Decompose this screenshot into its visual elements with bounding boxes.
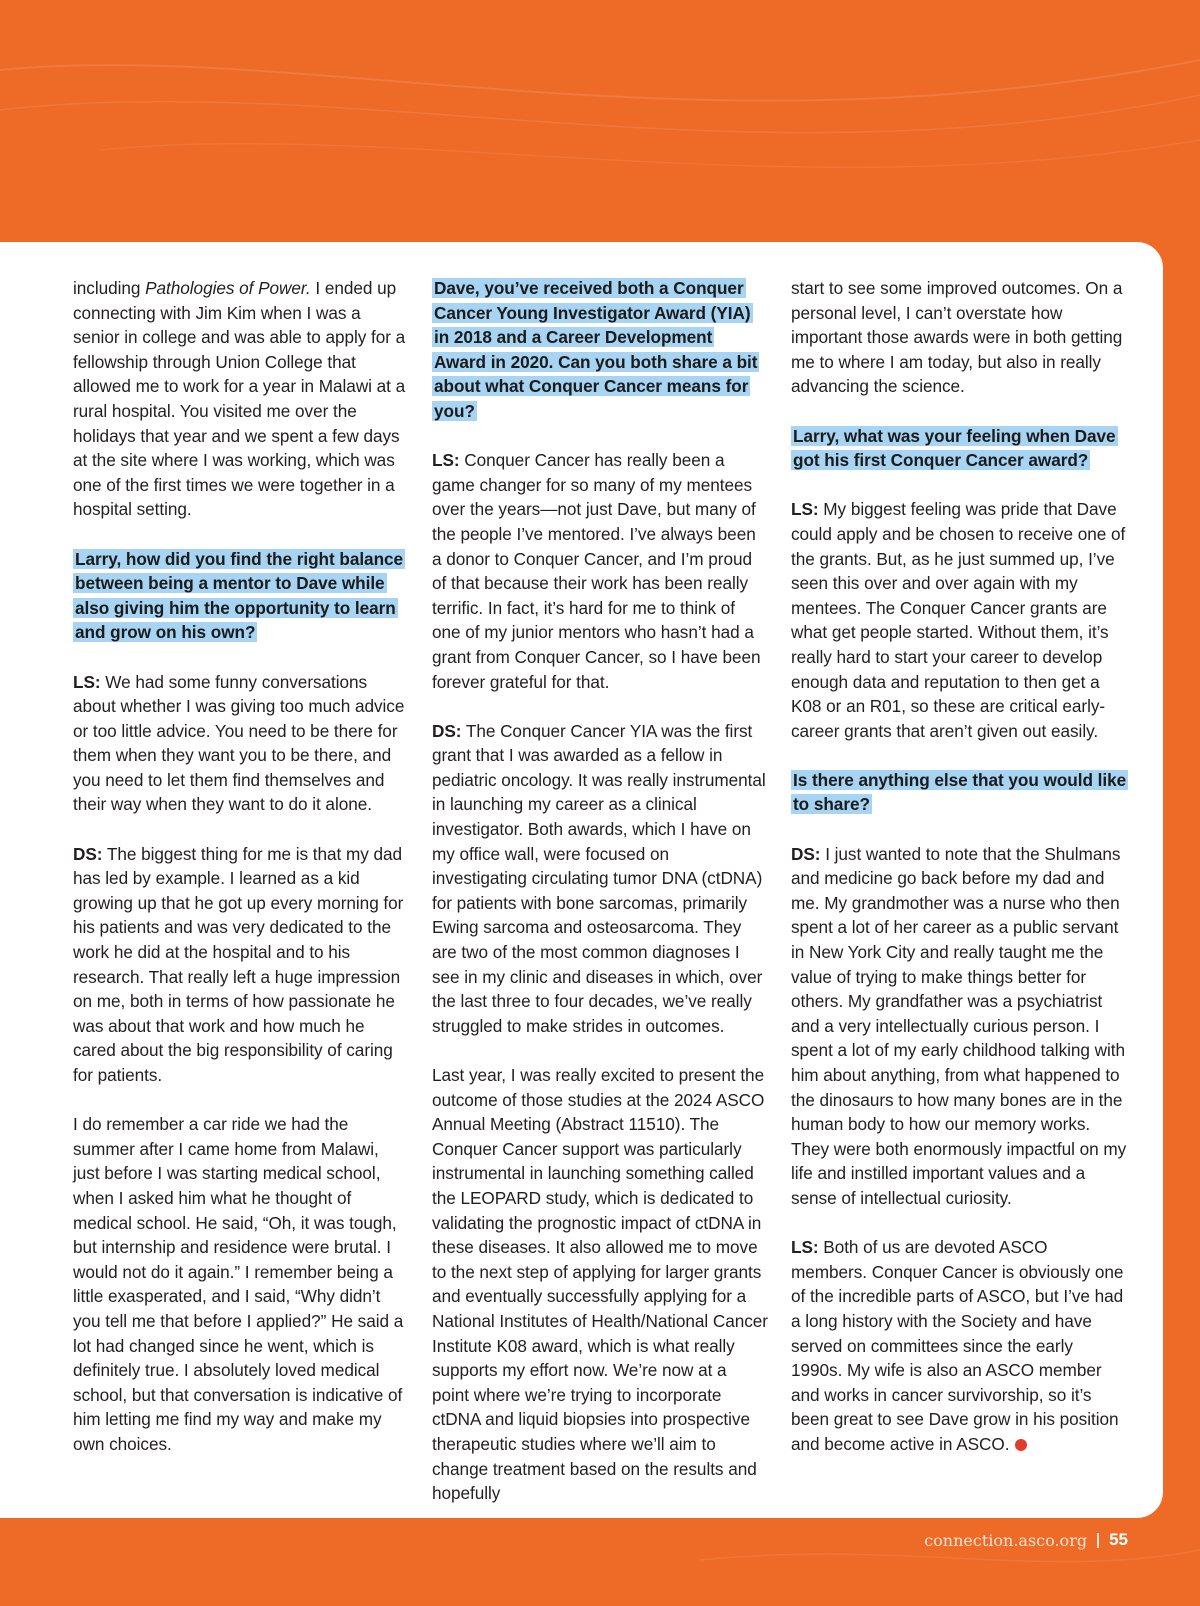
interview-answer bbox=[432, 448, 768, 694]
paragraph-text: start to see some improved outcomes. On a personal level, I can’t overstate how important those awards were in both getting me to where I am today, but also in really advancing the science. bbox=[791, 278, 1123, 397]
question-text: Larry, what was your feeling when Dave got his first Conquer Cancer award? bbox=[793, 425, 1116, 471]
question-text: Larry, how did you find the right balance between being a mentor to Dave while also giving him the opportunity to learn and grow on his own? bbox=[75, 548, 404, 643]
interview-answer bbox=[791, 1235, 1127, 1456]
speaker-label: DS: bbox=[791, 843, 821, 864]
speaker-label: LS: bbox=[791, 1237, 819, 1258]
paragraph-text: Last year, I was really excited to present the outcome of those studies at the 2024 ASCO Annual Meeting (Abstract 11510). The Conquer Cancer support was particularly instrumental in launching something called the LEOPARD study, which is dedicated to validating the prognostic impact of ctDNA in these diseases. It also allowed me to move to the next step of applying for larger grants and eventually successfully applying for a National Institutes of Health/National Cancer Institute K08 award, which is what really supports my effort now. We’re now at a point where we’re trying to incorporate ctDNA and liquid biopsies into prospective therapeutic studies where we’ll aim to change treatment based on the results and hopefully bbox=[432, 1065, 768, 1504]
interview-answer bbox=[73, 670, 409, 818]
speaker-label: DS: bbox=[73, 843, 103, 864]
interview-question bbox=[73, 547, 409, 645]
article-column-2 bbox=[432, 276, 768, 1530]
body-paragraph bbox=[73, 276, 409, 522]
book-title: Pathologies of Power. bbox=[145, 278, 311, 298]
interview-question bbox=[791, 424, 1127, 473]
speaker-label: LS: bbox=[73, 671, 101, 692]
answer-text: Both of us are devoted ASCO members. Conquer Cancer is obviously one of the incredible parts of ASCO, but I’ve had a long history with the Society and have served on committees since the early 1990s. My wife is also an ASCO member and works in cancer survivorship, so it’s been great to see Dave grow in his position and become active in ASCO. bbox=[791, 1237, 1124, 1454]
page-number: 55 bbox=[1109, 1530, 1128, 1549]
answer-text: The Conquer Cancer YIA was the first grant that I was awarded as a fellow in pediatric oncology. It was really instrumental in launching my career as a clinical investigator. Both awards, which I have on my office wall, were focused on investigating circulating tumor DNA (ctDNA) for patients with bone sarcomas, primarily Ewing sarcoma and osteosarcoma. They are two of the most common diagnoses I see in my clinic and diseases in which, over the last three to four decades, we’ve really struggled to make strides in outcomes. bbox=[432, 720, 766, 1036]
paragraph-text: I do remember a car ride we had the summer after I came home from Malawi, just before I was starting medical school, when I asked him what he thought of medical school. He said, “Oh, it was tough, but internship and residence were brutal. I would not do it again.” I remember being a little exasperated, and I said, “Why didn’t you tell me that before I applied?” He said a lot had changed since he went, which is definitely true. I absolutely loved medical school, but that conversation is indicative of him letting me find my way and make my own choices. bbox=[73, 1114, 404, 1454]
answer-text: My biggest feeling was pride that Dave could apply and be chosen to receive one of the grants. But, as he just summed up, I’ve seen this over and over again with my mentees. The Conquer Cancer grants are what get people started. Without them, it’s really hard to start your career to develop enough data and reputation to then get a K08 or an R01, so these are critical early-career grants that aren’t given out easily. bbox=[791, 499, 1126, 741]
interview-answer bbox=[791, 497, 1127, 743]
article-column-1 bbox=[73, 276, 409, 1481]
interview-question bbox=[791, 768, 1127, 817]
speaker-label: LS: bbox=[432, 450, 460, 471]
speaker-label: LS: bbox=[791, 499, 819, 520]
footer-site-url: connection.asco.org bbox=[924, 1530, 1088, 1550]
answer-text: I just wanted to note that the Shulmans and medicine go back before my dad and me. My grandmother was a nurse who then spent a lot of her career as a public servant in New York City and really taught me the value of trying to make things better for others. My grandfather was a psychiatrist and a very intellectually curious person. I spent a lot of my early childhood talking with him about anything, from what happened to the dinosaurs to how many bones are in the human body to how our memory works. They were both enormously impactful on my life and instilled important values and a sense of intellectual curiosity. bbox=[791, 843, 1127, 1208]
interview-answer bbox=[73, 842, 409, 1088]
speaker-label: DS: bbox=[432, 720, 462, 741]
paragraph-text: including bbox=[73, 278, 146, 298]
body-paragraph bbox=[791, 276, 1127, 399]
body-paragraph bbox=[432, 1063, 768, 1506]
answer-text: The biggest thing for me is that my dad has led by example. I learned as a kid growing up that he got up every morning for his patients and was very dedicated to the work he did at the hospital and to his research. That really left a huge impression on me, both in terms of how passionate he was about that work and how much he cared about the big responsibility of caring for patients. bbox=[73, 843, 404, 1085]
body-paragraph bbox=[73, 1112, 409, 1456]
question-text: Dave, you’ve received both a Conquer Cancer Young Investigator Award (YIA) in 2018 and a Career Development Award in 2020. Can you both share a bit about what Conquer Cancer means for you? bbox=[434, 278, 758, 421]
article-end-mark bbox=[1015, 1439, 1027, 1451]
answer-text: We had some funny conversations about whether I was giving too much advice or too little advice. You need to be there for them when they want you to be there, and you need to let them find themselves and their way when they want to do it alone. bbox=[73, 671, 405, 815]
interview-answer bbox=[791, 842, 1127, 1211]
page-footer bbox=[924, 1530, 1128, 1550]
paragraph-text: I ended up connecting with Jim Kim when I was a senior in college and was able to apply for a fellowship through Union College that allowed me to work for a year in Malawi at a rural hospital. You visited me over the holidays that year and we spent a few days at the site where I was working, which was one of the first times we were together in a hospital setting. bbox=[73, 278, 406, 520]
answer-text: Conquer Cancer has really been a game changer for so many of my mentees over the years—not just Dave, but many of the people I’ve mentored. I’ve always been a donor to Conquer Cancer, and I’m proud of that because their work has been really terrific. In fact, it’s hard for me to think of one of my junior mentors who hasn’t had a grant from Conquer Cancer, so I have been forever grateful for that. bbox=[432, 450, 761, 692]
interview-question bbox=[432, 276, 768, 424]
footer-divider bbox=[1097, 1533, 1099, 1548]
article-column-3 bbox=[791, 276, 1127, 1481]
question-text: Is there anything else that you would like to share? bbox=[793, 769, 1127, 815]
interview-answer bbox=[432, 719, 768, 1039]
